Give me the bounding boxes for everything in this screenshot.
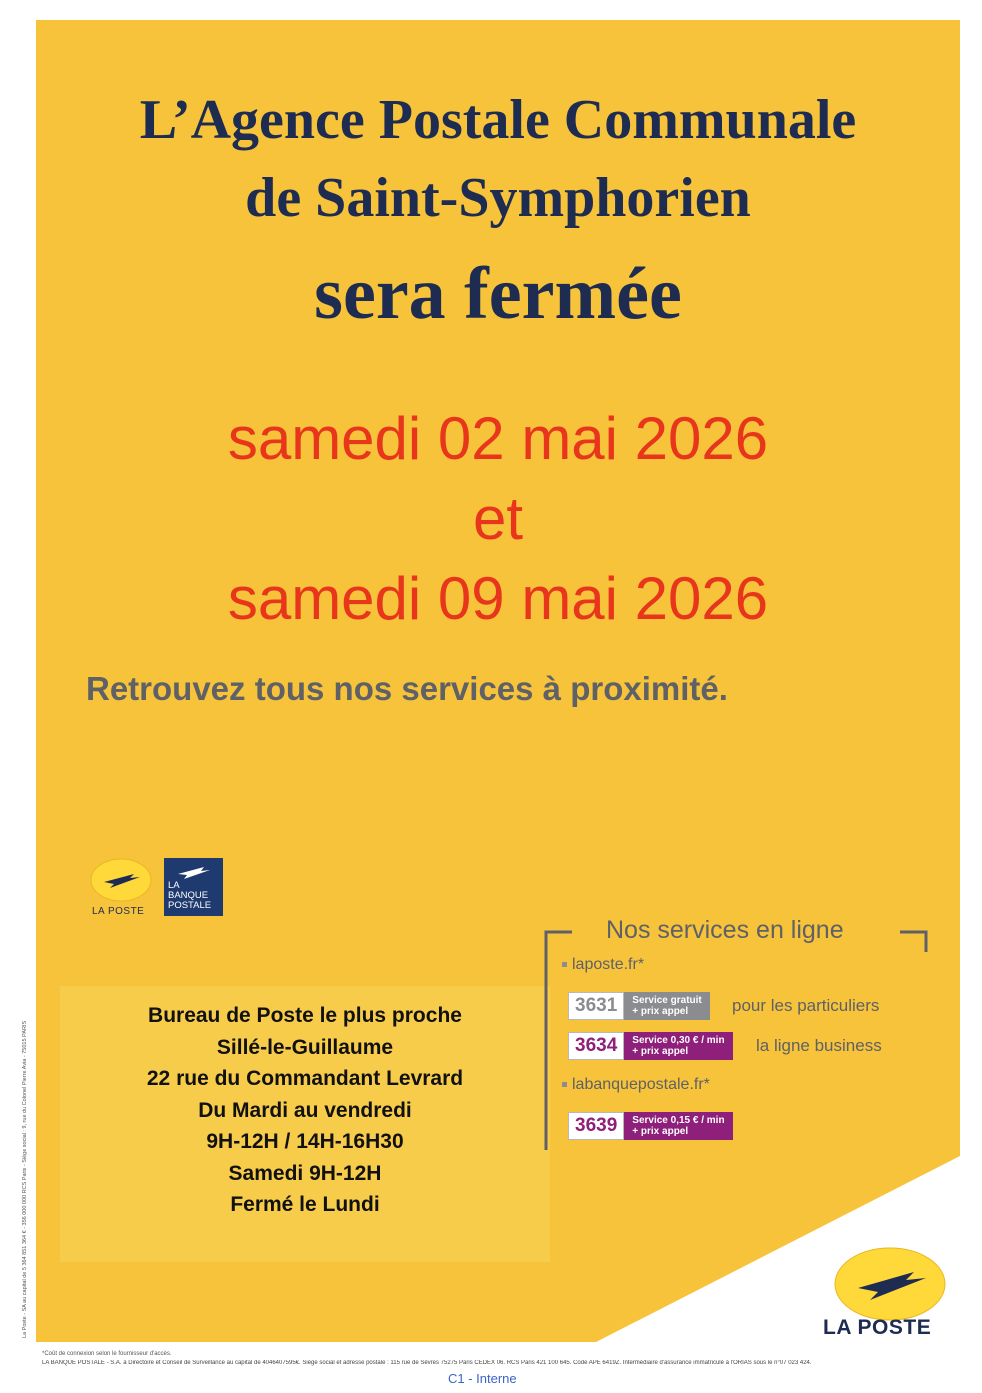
footer-note: *Coût de connexion selon le fournisseur d'accès.: [42, 1351, 172, 1357]
bureau-line: Du Mardi au vendredi: [198, 1098, 412, 1122]
phone-tag: Service 0,15 € / min + prix appel: [624, 1112, 732, 1140]
nearest-post-office-box: [60, 986, 550, 1262]
title-closed: sera fermée: [314, 253, 682, 335]
title-line-1: L’Agence Postale Communale: [139, 89, 857, 151]
classification-label: C1 - Interne: [448, 1371, 517, 1386]
closure-date-1: samedi 02 mai 2026: [227, 405, 769, 472]
banquepostale-site-label: labanquepostale.fr*: [572, 1076, 710, 1093]
bureau-line: Sillé-le-Guillaume: [216, 1035, 394, 1059]
phone-tag: Service 0,30 € / min + prix appel: [624, 1032, 732, 1060]
phone-number: 3631: [568, 992, 624, 1020]
banquepostale-site-link[interactable]: [562, 1076, 710, 1094]
date-connector: et: [472, 485, 524, 552]
phone-3639[interactable]: [568, 1112, 733, 1140]
bureau-line: 9H-12H / 14H-16H30: [206, 1130, 404, 1153]
laposte-site-label: laposte.fr*: [572, 956, 645, 973]
banque-postale-logo: [164, 858, 223, 916]
online-services-panel: [544, 916, 928, 1150]
bureau-line: Bureau de Poste le plus proche: [148, 1004, 462, 1027]
banque-postale-label: LA BANQUE POSTALE: [168, 880, 212, 911]
laposte-site-link[interactable]: [562, 956, 644, 974]
la-poste-large-label: LA POSTE: [823, 1316, 932, 1339]
phone-number: 3639: [568, 1112, 624, 1140]
bullet-icon: [562, 962, 567, 967]
banque-postale-bird-icon: [174, 862, 214, 882]
title-line-2: de Saint-Symphorien: [245, 167, 751, 229]
phone-description: pour les particuliers: [732, 996, 880, 1015]
poster: [36, 20, 960, 1342]
bureau-line: Fermé le Lundi: [230, 1193, 380, 1216]
services-nearby-text: Retrouvez tous nos services à proximité.: [86, 670, 728, 707]
phone-3634[interactable]: [568, 1032, 733, 1060]
bureau-line: Samedi 9H-12H: [228, 1161, 382, 1185]
phone-3631[interactable]: [568, 992, 710, 1020]
side-legal-text: La Poste - SA au capital de 5 364 851 364 € - 356 000 000 RCS Paris - Siège social : 9, rue du Colonel Pierre Avia - 75015 PARIS: [22, 1020, 28, 1338]
footer-legal: LA BANQUE POSTALE - S.A. à Directoire et Conseil de Surveillance au capital de 4046407595€. Siège social et adresse postale : 115 rue de Sèvres 75275 Paris CEDEX 06. RCS Paris 421 100 645. Code APE 6419Z. Intermédiaire d'assurance immatriculé à l'ORIAS sous le n°07 023 424.: [42, 1360, 812, 1366]
la-poste-logo-icon: [90, 858, 152, 902]
phone-tag: Service gratuit + prix appel: [624, 992, 709, 1020]
phone-description: la ligne business: [756, 1036, 882, 1055]
bureau-line: 22 rue du Commandant Levrard: [146, 1067, 464, 1090]
la-poste-small-label: LA POSTE: [92, 906, 145, 917]
online-services-title: Nos services en ligne: [596, 916, 854, 945]
closure-date-2: samedi 09 mai 2026: [227, 565, 769, 632]
phone-number: 3634: [568, 1032, 624, 1060]
bullet-icon: [562, 1082, 567, 1087]
